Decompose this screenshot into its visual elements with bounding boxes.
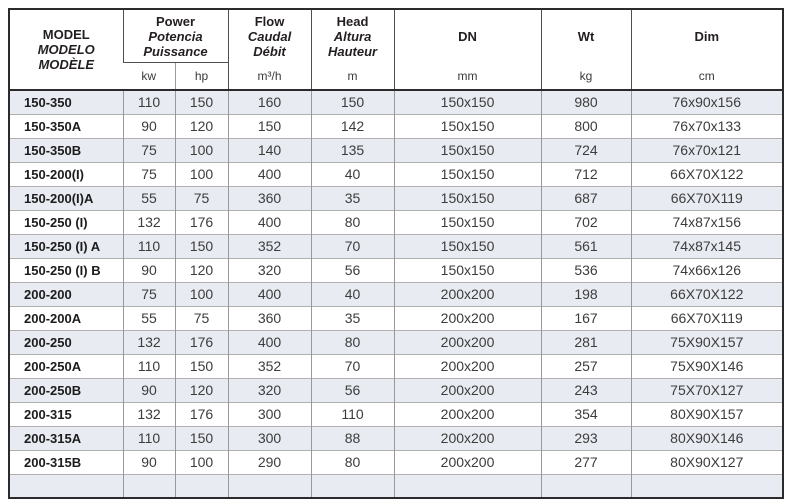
flow-cell: 160: [228, 90, 311, 114]
model-cell: 150-200(I): [9, 162, 123, 186]
wt-cell: 354: [541, 402, 631, 426]
wt-cell: 243: [541, 378, 631, 402]
head-cell: 35: [311, 306, 394, 330]
dim-cell: 80X90X157: [631, 402, 783, 426]
hp-cell: 100: [175, 162, 228, 186]
table-row: [9, 330, 783, 354]
header-model-es: MODELO: [37, 42, 95, 57]
header-row-units: [9, 63, 783, 91]
dn-cell: 200x200: [394, 426, 541, 450]
table-row: [9, 138, 783, 162]
hp-cell: 100: [175, 138, 228, 162]
empty-cell: [631, 474, 783, 498]
flow-cell: 290: [228, 450, 311, 474]
model-cell: 150-250 (I) A: [9, 234, 123, 258]
kw-cell: 90: [123, 114, 175, 138]
empty-cell: [228, 474, 311, 498]
dim-cell: 75X90X146: [631, 354, 783, 378]
table-row: [9, 450, 783, 474]
head-cell: 40: [311, 282, 394, 306]
hp-cell: 75: [175, 306, 228, 330]
flow-cell: 360: [228, 186, 311, 210]
head-cell: 35: [311, 186, 394, 210]
head-cell: 80: [311, 210, 394, 234]
wt-cell: 293: [541, 426, 631, 450]
flow-cell: 400: [228, 162, 311, 186]
hp-cell: 150: [175, 90, 228, 114]
flow-cell: 300: [228, 426, 311, 450]
pump-spec-table-container: [8, 8, 784, 499]
dn-cell: 150x150: [394, 138, 541, 162]
table-row: [9, 354, 783, 378]
table-row: [9, 306, 783, 330]
head-cell: 135: [311, 138, 394, 162]
table-row: [9, 162, 783, 186]
kw-cell: 75: [123, 138, 175, 162]
wt-cell: 702: [541, 210, 631, 234]
unit-dn: mm: [394, 63, 541, 91]
kw-cell: 90: [123, 450, 175, 474]
unit-head: m: [311, 63, 394, 91]
header-dim-label: Dim: [694, 28, 720, 44]
model-cell: 200-250: [9, 330, 123, 354]
empty-cell: [9, 474, 123, 498]
flow-cell: 400: [228, 210, 311, 234]
dn-cell: 200x200: [394, 282, 541, 306]
dn-cell: 200x200: [394, 402, 541, 426]
kw-cell: 75: [123, 162, 175, 186]
head-cell: 150: [311, 90, 394, 114]
head-cell: 142: [311, 114, 394, 138]
dim-cell: 76x70x121: [631, 138, 783, 162]
header-power-fr: Puissance: [143, 43, 208, 59]
header-flow-en: Flow: [254, 13, 285, 29]
dn-cell: 150x150: [394, 114, 541, 138]
header-power-en: Power: [156, 13, 196, 29]
head-cell: 70: [311, 234, 394, 258]
dim-cell: 75X70X127: [631, 378, 783, 402]
kw-cell: 132: [123, 402, 175, 426]
wt-cell: 724: [541, 138, 631, 162]
unit-flow: m³/h: [228, 63, 311, 91]
pump-spec-table: [8, 8, 784, 499]
header-head: [311, 9, 394, 63]
table-row: [9, 90, 783, 114]
head-cell: 40: [311, 162, 394, 186]
table-row: [9, 234, 783, 258]
unit-wt: kg: [541, 63, 631, 91]
header-flow-fr: Débit: [253, 43, 286, 59]
kw-cell: 110: [123, 426, 175, 450]
hp-cell: 120: [175, 258, 228, 282]
header-flow: [228, 9, 311, 63]
dn-cell: 200x200: [394, 354, 541, 378]
kw-cell: 90: [123, 378, 175, 402]
dim-cell: 75X90X157: [631, 330, 783, 354]
wt-cell: 277: [541, 450, 631, 474]
header-model: [9, 9, 123, 90]
header-head-fr: Hauteur: [327, 43, 378, 59]
kw-cell: 55: [123, 186, 175, 210]
flow-cell: 320: [228, 258, 311, 282]
model-cell: 150-200(I)A: [9, 186, 123, 210]
model-cell: 200-315: [9, 402, 123, 426]
table-row: [9, 210, 783, 234]
flow-cell: 352: [228, 354, 311, 378]
header-head-es: Altura: [333, 28, 372, 44]
model-cell: 200-315B: [9, 450, 123, 474]
empty-cell: [123, 474, 175, 498]
kw-cell: 132: [123, 210, 175, 234]
header-model-en: MODEL: [42, 27, 90, 42]
model-cell: 200-250B: [9, 378, 123, 402]
header-power: [123, 9, 228, 63]
wt-cell: 257: [541, 354, 631, 378]
dn-cell: 150x150: [394, 234, 541, 258]
header-dim: [631, 9, 783, 63]
hp-cell: 176: [175, 402, 228, 426]
hp-cell: 150: [175, 354, 228, 378]
wt-cell: 167: [541, 306, 631, 330]
dn-cell: 150x150: [394, 210, 541, 234]
hp-cell: 120: [175, 114, 228, 138]
flow-cell: 300: [228, 402, 311, 426]
wt-cell: 198: [541, 282, 631, 306]
wt-cell: 800: [541, 114, 631, 138]
table-row: [9, 402, 783, 426]
empty-cell: [311, 474, 394, 498]
head-cell: 80: [311, 330, 394, 354]
hp-cell: 176: [175, 330, 228, 354]
dn-cell: 200x200: [394, 450, 541, 474]
dim-cell: 76x70x133: [631, 114, 783, 138]
dn-cell: 200x200: [394, 306, 541, 330]
header-head-en: Head: [336, 13, 369, 29]
table-row: [9, 114, 783, 138]
wt-cell: 536: [541, 258, 631, 282]
header-row-labels: [9, 9, 783, 63]
model-cell: 200-200A: [9, 306, 123, 330]
kw-cell: 110: [123, 90, 175, 114]
table-row-partial: [9, 474, 783, 498]
wt-cell: 561: [541, 234, 631, 258]
table-body: [9, 90, 783, 498]
table-row: [9, 426, 783, 450]
table-row: [9, 378, 783, 402]
dim-cell: 80X90X127: [631, 450, 783, 474]
hp-cell: 75: [175, 186, 228, 210]
header-power-es: Potencia: [148, 28, 203, 44]
hp-cell: 150: [175, 234, 228, 258]
dim-cell: 66X70X119: [631, 186, 783, 210]
empty-cell: [394, 474, 541, 498]
model-cell: 150-250 (I) B: [9, 258, 123, 282]
flow-cell: 400: [228, 330, 311, 354]
kw-cell: 90: [123, 258, 175, 282]
hp-cell: 100: [175, 282, 228, 306]
dn-cell: 150x150: [394, 162, 541, 186]
head-cell: 110: [311, 402, 394, 426]
dim-cell: 74x87x156: [631, 210, 783, 234]
model-cell: 200-250A: [9, 354, 123, 378]
dim-cell: 66X70X119: [631, 306, 783, 330]
model-cell: 150-250 (I): [9, 210, 123, 234]
head-cell: 80: [311, 450, 394, 474]
dn-cell: 200x200: [394, 330, 541, 354]
head-cell: 70: [311, 354, 394, 378]
kw-cell: 55: [123, 306, 175, 330]
hp-cell: 176: [175, 210, 228, 234]
dn-cell: 150x150: [394, 186, 541, 210]
dim-cell: 80X90X146: [631, 426, 783, 450]
flow-cell: 140: [228, 138, 311, 162]
model-cell: 150-350B: [9, 138, 123, 162]
model-cell: 150-350: [9, 90, 123, 114]
head-cell: 56: [311, 258, 394, 282]
kw-cell: 110: [123, 234, 175, 258]
dim-cell: 76x90x156: [631, 90, 783, 114]
dim-cell: 66X70X122: [631, 162, 783, 186]
header-dn: [394, 9, 541, 63]
header-dn-label: DN: [458, 28, 477, 44]
hp-cell: 150: [175, 426, 228, 450]
dn-cell: 150x150: [394, 90, 541, 114]
unit-hp: hp: [175, 63, 228, 91]
table-row: [9, 186, 783, 210]
dim-cell: 74x66x126: [631, 258, 783, 282]
wt-cell: 687: [541, 186, 631, 210]
wt-cell: 980: [541, 90, 631, 114]
head-cell: 88: [311, 426, 394, 450]
kw-cell: 110: [123, 354, 175, 378]
unit-kw: kw: [123, 63, 175, 91]
flow-cell: 320: [228, 378, 311, 402]
model-cell: 200-200: [9, 282, 123, 306]
unit-dim: cm: [631, 63, 783, 91]
model-cell: 200-315A: [9, 426, 123, 450]
header-wt: [541, 9, 631, 63]
empty-cell: [175, 474, 228, 498]
empty-cell: [541, 474, 631, 498]
flow-cell: 352: [228, 234, 311, 258]
hp-cell: 120: [175, 378, 228, 402]
head-cell: 56: [311, 378, 394, 402]
header-flow-es: Caudal: [247, 28, 292, 44]
table-row: [9, 258, 783, 282]
header-wt-label: Wt: [577, 28, 595, 44]
flow-cell: 150: [228, 114, 311, 138]
flow-cell: 360: [228, 306, 311, 330]
dn-cell: 150x150: [394, 258, 541, 282]
wt-cell: 281: [541, 330, 631, 354]
dim-cell: 66X70X122: [631, 282, 783, 306]
kw-cell: 132: [123, 330, 175, 354]
table-row: [9, 282, 783, 306]
model-cell: 150-350A: [9, 114, 123, 138]
table-header: [9, 9, 783, 90]
wt-cell: 712: [541, 162, 631, 186]
kw-cell: 75: [123, 282, 175, 306]
header-model-fr: MODÈLE: [38, 57, 95, 72]
dn-cell: 200x200: [394, 378, 541, 402]
hp-cell: 100: [175, 450, 228, 474]
flow-cell: 400: [228, 282, 311, 306]
dim-cell: 74x87x145: [631, 234, 783, 258]
